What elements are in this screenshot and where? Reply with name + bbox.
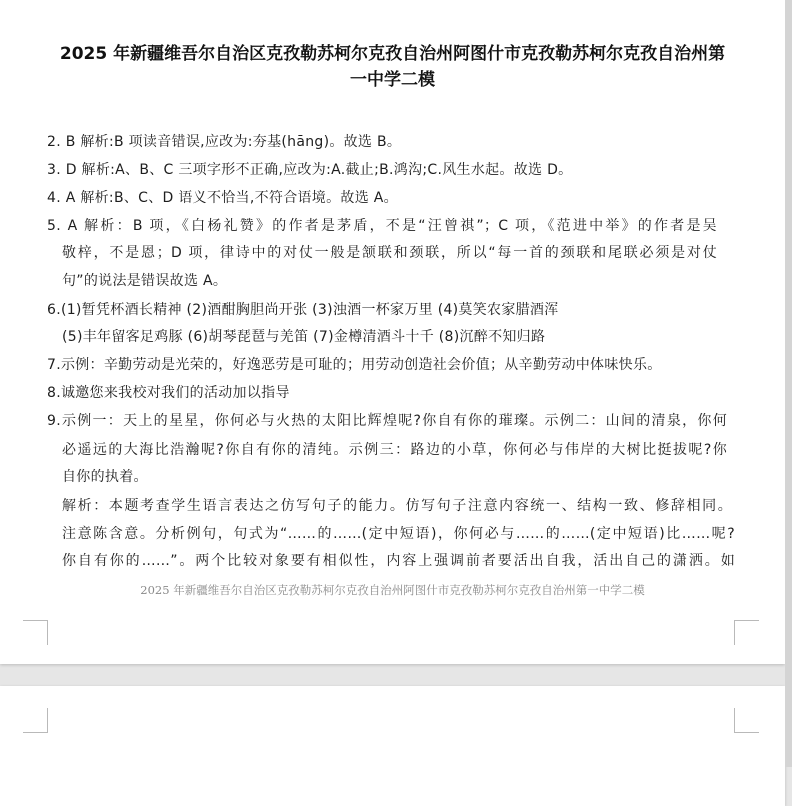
answer-line-8: 8.诚邀您来我校对我们的活动加以指导 [47,385,290,401]
answer-line-4: 4. A 解析:B、C、D 语义不恰当,不符合语境。故选 A。 [47,190,398,206]
answer-line-5-cont-2: 句”的说法是错误故选 A。 [62,273,228,289]
analysis-line-3: 你自有你的……”。两个比较对象要有相似性，内容上强调前者要活出自我，活出自己的潇洒。如 [62,553,735,569]
analysis-line-2: 注意陈含意。分析例句，句式为“……的……(定中短语)，你何必与……的……(定中短语)比……呢? [62,526,735,542]
answer-line-6-cont: (5)丰年留客足鸡豚 (6)胡琴琵琶与羌笛 (7)金樽清酒斗十千 (8)沉醉不知归路 [62,329,546,345]
document-page-2 [0,686,785,806]
answer-line-5: 5. A 解析：B 项，《白杨礼赞》的作者是茅盾，不是“汪曾祺”；C 项，《范进中举》的作者是吴 [47,218,717,234]
answer-line-5-cont-1: 敬梓，不是恩；D 项，律诗中的对仗一般是颔联和颈联，所以“每一首的颈联和尾联必须是对仗 [62,245,717,261]
answer-line-9: 9.示例一：天上的星星，你何必与火热的太阳比辉煌呢?你自有你的璀璨。示例二：山间的清泉，你何 [47,413,727,429]
margin-mark-top-left [23,708,48,733]
answer-line-9-cont-2: 自你的执着。 [62,469,148,485]
margin-mark-bottom-left [23,620,48,645]
answer-line-2: 2. B 解析:B 项读音错误,应改为:夯基(hāng)。故选 B。 [47,134,402,150]
answer-line-3: 3. D 解析:A、B、C 三项字形不正确,应改为:A.截止;B.鸿沟;C.风生水起。故选 D。 [47,162,573,178]
page-footer: 2025 年新疆维吾尔自治区克孜勒苏柯尔克孜自治州阿图什市克孜勒苏柯尔克孜自治州第一中学二模 [140,583,645,597]
page-title-line-2: 一中学二模 [350,70,435,90]
answer-line-7: 7.示例：辛勤劳动是光荣的，好逸恶劳是可耻的；用劳动创造社会价值；从辛勤劳动中体味快乐。 [47,357,662,373]
margin-mark-top-right [734,708,759,733]
answer-line-6: 6.(1)暂凭杯酒长精神 (2)酒酣胸胆尚开张 (3)浊酒一杯家万里 (4)莫笑农家腊酒浑 [47,302,559,318]
page-title-line-1: 2025 年新疆维吾尔自治区克孜勒苏柯尔克孜自治州阿图什市克孜勒苏柯尔克孜自治州第 [59,44,726,64]
margin-mark-bottom-right [734,620,759,645]
scrollbar-track[interactable] [785,0,792,767]
page-title [40,41,745,93]
analysis-line-1: 解析：本题考查学生语言表达之仿写句子的能力。仿写句子注意内容统一、结构一致、修辞相同。 [62,498,732,514]
answer-line-9-cont-1: 必遥远的大海比浩瀚呢?你自有你的清纯。示例三：路边的小草，你何必与伟岸的大树比挺拔呢?你 [62,442,727,458]
